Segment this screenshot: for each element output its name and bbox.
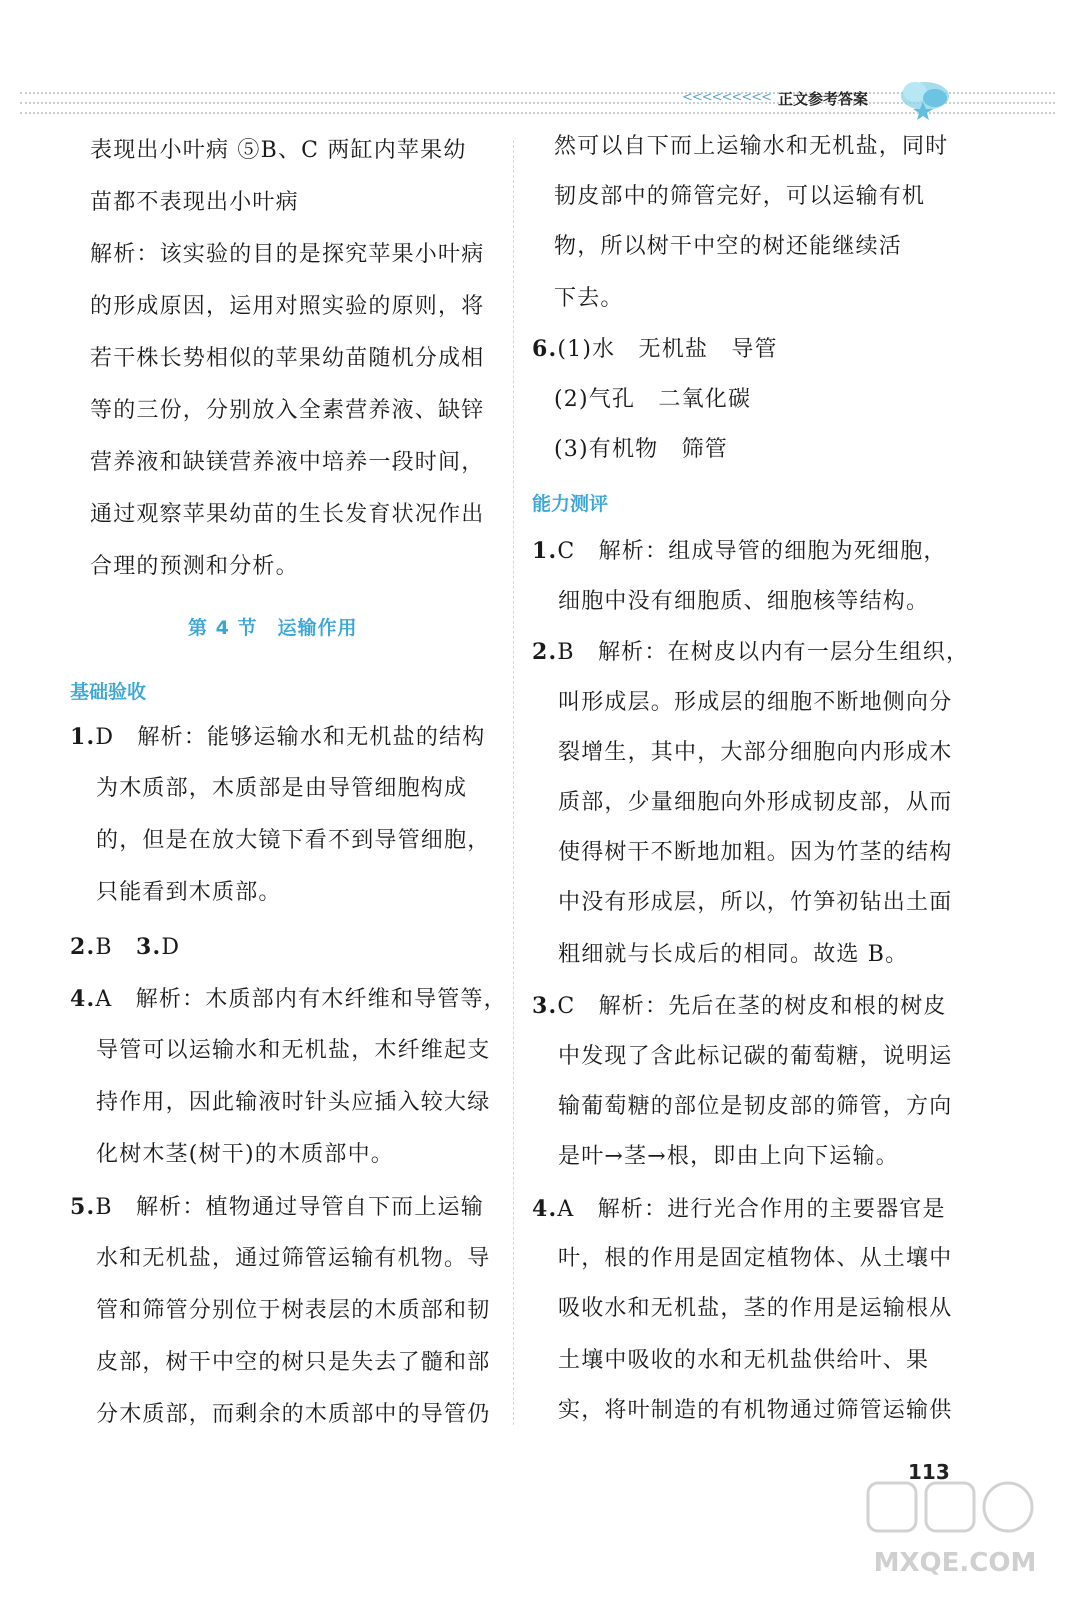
text-line: 物，所以树干中空的树还能继续活 bbox=[554, 234, 903, 259]
text-line: 实，将叶制造的有机物通过筛管运输供 bbox=[558, 1398, 953, 1423]
answer-number: 3. bbox=[135, 934, 162, 960]
answer-text: C 解析：组成导管的细胞为死细胞， bbox=[557, 539, 947, 564]
text-line: 的形成原因，运用对照实验的原则，将 bbox=[90, 294, 485, 319]
text-line: 韧皮部中的筛管完好，可以运输有机 bbox=[554, 184, 926, 209]
text-line: 粗细就与长成后的相同。故选 B。 bbox=[558, 942, 909, 967]
header-title: 正文参考答案 bbox=[778, 90, 869, 108]
text-line: 的，但是在放大镜下看不到导管细胞， bbox=[96, 828, 491, 853]
answer-text: C 解析：先后在茎的树皮和根的树皮 bbox=[557, 994, 947, 1019]
answer-item bbox=[532, 637, 969, 668]
page-number: 113 bbox=[908, 1460, 950, 1484]
text-line: 若干株长势相似的苹果幼苗随机分成相 bbox=[90, 346, 485, 371]
answer-number: 5. bbox=[70, 1194, 96, 1220]
section-title: 第 4 节 运输作用 bbox=[188, 617, 358, 639]
text-line: 叶，根的作用是固定植物体、从土壤中 bbox=[558, 1246, 953, 1271]
answer-text: B 解析：植物通过导管自下而上运输 bbox=[95, 1195, 484, 1220]
answer-number: 1. bbox=[532, 538, 558, 564]
answer-text: D 解析：能够运输水和无机盐的结构 bbox=[95, 725, 486, 750]
text-line: 等的三份，分别放入全素营养液、缺锌 bbox=[90, 398, 485, 423]
answer-number: 2. bbox=[70, 934, 96, 960]
answer-item bbox=[70, 932, 180, 963]
answer-text: B 解析：在树皮以内有一层分生组织， bbox=[557, 640, 970, 665]
text-line: (3)有机物 筛管 bbox=[554, 437, 728, 462]
text-line: 化树木茎(树干)的木质部中。 bbox=[96, 1142, 394, 1167]
text-line: 为木质部，木质部是由导管细胞构成 bbox=[96, 776, 468, 801]
text-line: 通过观察苹果幼苗的生长发育状况作出 bbox=[90, 502, 485, 527]
answer-item bbox=[70, 984, 507, 1015]
text-line: 是叶→茎→根，即由上向下运输。 bbox=[558, 1144, 899, 1169]
text-line: 吸收水和无机盐，茎的作用是运输根从 bbox=[558, 1296, 953, 1321]
text-line: 表现出小叶病 ⑤B、C 两缸内苹果幼 bbox=[90, 138, 467, 163]
text-line: 质部，少量细胞向外形成韧皮部，从而 bbox=[558, 790, 953, 815]
text-line: 中发现了含此标记碳的葡萄糖，说明运 bbox=[558, 1044, 953, 1069]
subsection-heading: 能力测评 bbox=[532, 493, 609, 515]
text-line: 使得树干不断地加粗。因为竹茎的结构 bbox=[558, 840, 953, 865]
answer-number: 6. bbox=[532, 336, 558, 362]
answer-item bbox=[532, 536, 947, 567]
text-line: 管和筛管分别位于树表层的木质部和韧 bbox=[96, 1298, 491, 1323]
watermark-text: MXQE.COM bbox=[873, 1548, 1037, 1578]
answer-number: 2. bbox=[532, 639, 558, 665]
text-line: 土壤中吸收的水和无机盐供给叶、果 bbox=[558, 1348, 930, 1373]
answer-number: 4. bbox=[70, 986, 96, 1012]
answer-number: 1. bbox=[70, 724, 96, 750]
text-line: 裂增生，其中，大部分细胞向内形成木 bbox=[558, 740, 953, 765]
text-line: (2)气孔 二氧化碳 bbox=[554, 387, 752, 412]
text-line: 叫形成层。形成层的细胞不断地侧向分 bbox=[558, 690, 953, 715]
text-line: 解析：该实验的目的是探究苹果小叶病 bbox=[90, 242, 485, 267]
text-line: 只能看到木质部。 bbox=[96, 880, 282, 905]
text-line: 下去。 bbox=[554, 286, 624, 311]
text-line: 苗都不表现出小叶病 bbox=[90, 190, 299, 215]
text-line: 合理的预测和分析。 bbox=[90, 554, 299, 579]
text-line: 水和无机盐，通过筛管运输有机物。导 bbox=[96, 1246, 491, 1271]
answer-text: A 解析：木质部内有木纤维和导管等， bbox=[95, 987, 507, 1012]
text-line: 导管可以运输水和无机盐，木纤维起支 bbox=[96, 1038, 491, 1063]
text-line: 中没有形成层，所以，竹笋初钻出土面 bbox=[558, 890, 953, 915]
column-divider bbox=[513, 140, 514, 1425]
answer-number: 4. bbox=[532, 1196, 558, 1222]
text-line: 皮部，树干中空的树只是失去了髓和部 bbox=[96, 1350, 491, 1375]
star-cloud-icon bbox=[895, 72, 955, 122]
answer-number: 3. bbox=[532, 993, 558, 1019]
text-line: 营养液和缺镁营养液中培养一段时间， bbox=[90, 450, 485, 475]
answer-text: (1)水 无机盐 导管 bbox=[557, 337, 778, 362]
text-line: 持作用，因此输液时针头应插入较大绿 bbox=[96, 1090, 491, 1115]
subsection-heading: 基础验收 bbox=[70, 681, 147, 703]
answer-text: D bbox=[161, 935, 181, 960]
answer-item bbox=[70, 722, 485, 753]
text-line: 分木质部，而剩余的木质部中的导管仍 bbox=[96, 1402, 491, 1427]
text-line: 输葡萄糖的部位是韧皮部的筛管，方向 bbox=[558, 1094, 953, 1119]
answer-item bbox=[70, 1192, 484, 1223]
text-line: 然可以自下而上运输水和无机盐，同时 bbox=[554, 134, 949, 159]
answer-item bbox=[532, 334, 778, 365]
text-line: 细胞中没有细胞质、细胞核等结构。 bbox=[558, 589, 930, 614]
answer-text: A 解析：进行光合作用的主要器官是 bbox=[557, 1197, 946, 1222]
answer-text: B bbox=[95, 935, 136, 960]
answer-item bbox=[532, 991, 947, 1022]
answer-item bbox=[532, 1194, 946, 1225]
watermark-logo bbox=[850, 1475, 1060, 1585]
header-chevrons: <<<<<<<<< bbox=[682, 90, 772, 105]
